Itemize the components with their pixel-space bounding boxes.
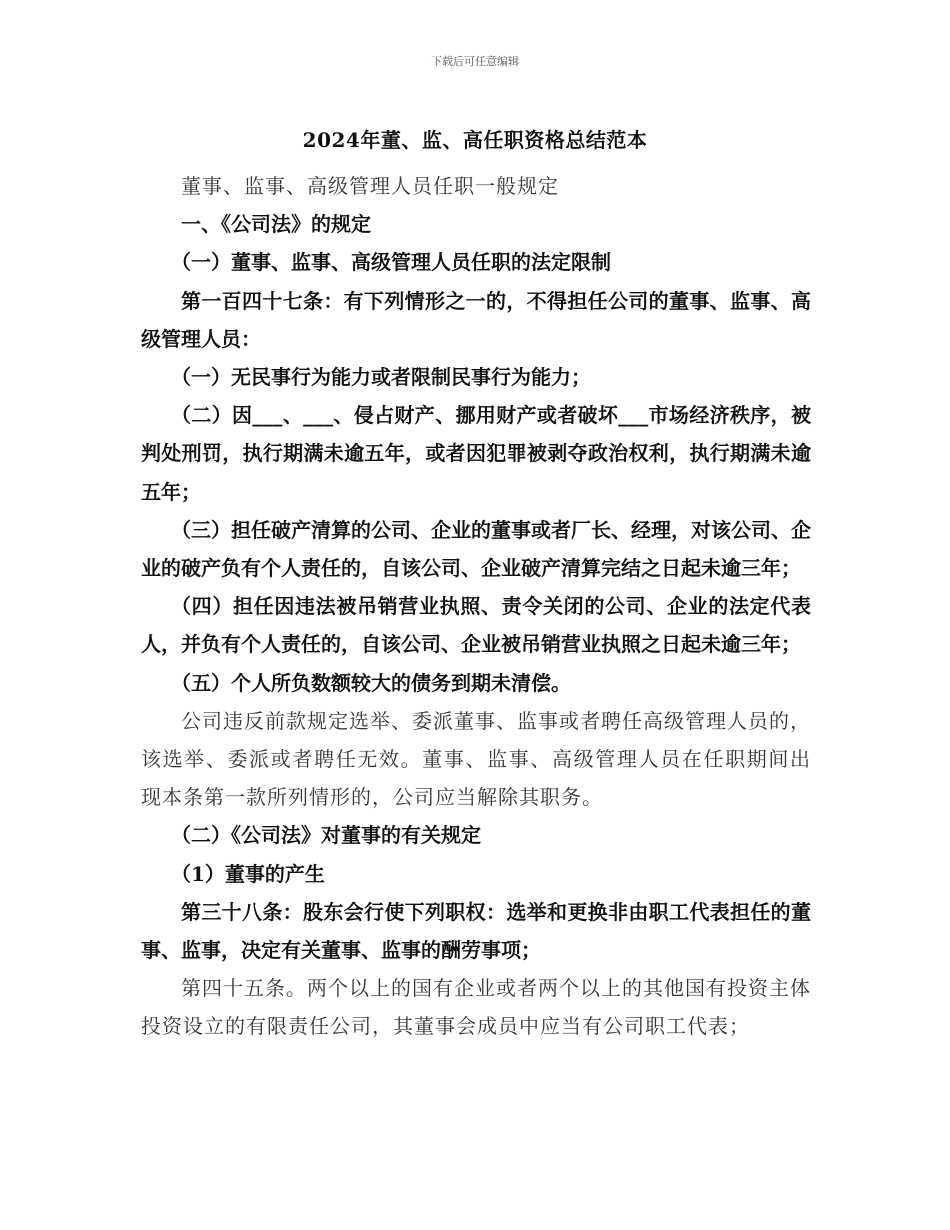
list-item-3: （三）担任破产清算的公司、企业的董事或者厂长、经理，对该公司、企业的破产负有个人责任的，自该公司、企业破产清算完结之日起未逾三年； <box>141 517 811 581</box>
paragraph-article-45: 第四十五条。两个以上的国有企业或者两个以上的其他国有投资主体投资设立的有限责任公司，其董事会成员中应当有公司职工代表； <box>141 976 811 1039</box>
heading-director-election: （1）董事的产生 <box>171 861 325 886</box>
heading-legal-restrictions: （一）董事、监事、高级管理人员任职的法定限制 <box>171 250 611 275</box>
list-item-4: （四）担任因违法被吊销营业执照、责令关闭的公司、企业的法定代表人，并负有个人责任的，自该公司、企业被吊销营业执照之日起未逾三年； <box>141 594 811 657</box>
list-item-1: （一）无民事行为能力或者限制民事行为能力； <box>171 365 591 390</box>
header-note: 下载后可任意编辑 <box>431 55 519 68</box>
list-item-5: （五）个人所负数额较大的债务到期未清偿。 <box>171 670 571 695</box>
paragraph-article-38: 第三十八条：股东会行使下列职权：选举和更换非由职工代表担任的董事、监事，决定有关董事、监事的酬劳事项； <box>141 899 811 963</box>
list-item-2: （二）因___、___、侵占财产、挪用财产或者破坏___市场经济秩序，被判处刑罚，执行期满未逾五年，或者因犯罪被剥夺政治权利，执行期满未逾五年； <box>141 403 811 504</box>
paragraph-violation: 公司违反前款规定选举、委派董事、监事或者聘任高级管理人员的，该选举、委派或者聘任无效。董事、监事、高级管理人员在任职期间出现本条第一款所列情形的，公司应当解除其职务。 <box>141 708 811 810</box>
heading-company-law: 一、《公司法》的规定 <box>181 212 371 237</box>
heading-director-rules: （二）《公司法》对董事的有关规定 <box>171 823 481 848</box>
paragraph-general-rules: 董事、监事、高级管理人员任职一般规定 <box>181 174 559 198</box>
document-body <box>141 167 811 1046</box>
document-title: 2024年董、监、高任职资格总结范本 <box>302 128 648 152</box>
paragraph-article-147: 第一百四十七条：有下列情形之一的，不得担任公司的董事、监事、高级管理人员： <box>141 288 811 351</box>
